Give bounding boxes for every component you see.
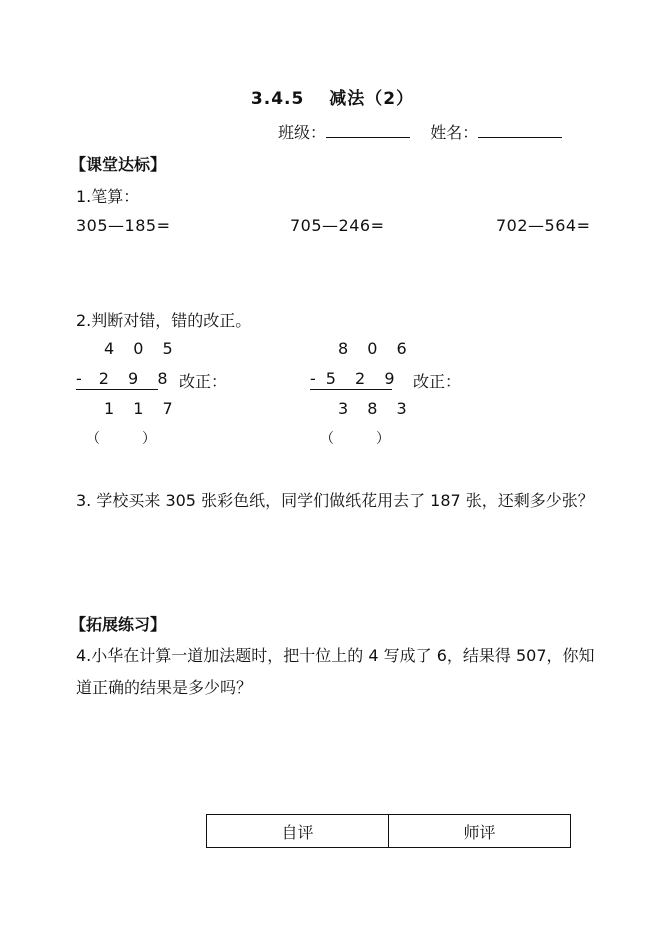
page-title: 3.4.5 减法（2） — [250, 89, 415, 109]
q1-expression-1: 305—185= — [76, 216, 171, 235]
q1-expression-3: 702—564= — [496, 216, 591, 235]
q3-text: 3. 学校买来 305 张彩色纸，同学们做纸花用去了 187 张，还剩多少张？ — [76, 491, 594, 510]
section-heading-extension: 【拓展练习】 — [70, 615, 167, 634]
q2-item2-answer-paren[interactable]: （ ） — [320, 431, 390, 447]
q2-item2-top: 8 0 6 — [338, 339, 414, 358]
q2-label: 2.判断对错，错的改正。 — [76, 311, 252, 330]
evaluation-table — [206, 814, 571, 848]
q1-label: 1.笔算： — [76, 187, 140, 206]
q2-item1-fix-label: 改正： — [179, 372, 228, 391]
q2-item2-result: 3 8 3 — [338, 399, 414, 418]
q2-item1-result: 1 1 7 — [104, 399, 180, 418]
name-label: 姓名： — [430, 123, 479, 142]
q2-item1-bottom: 2 9 8 — [98, 369, 175, 388]
self-evaluation-cell[interactable]: 自评 — [207, 815, 389, 848]
q2-item1-minus: - — [76, 369, 82, 388]
class-label: 班级： — [278, 123, 327, 142]
q2-item2-subtrahend-row — [310, 369, 402, 390]
student-info — [278, 120, 562, 143]
class-blank[interactable] — [326, 123, 410, 138]
q4-text: 4.小华在计算一道加法题时，把十位上的 4 写成了 6，结果得 507，你知道正确的结果是多少吗？ — [76, 646, 595, 697]
q2-item1-top: 4 0 5 — [104, 339, 180, 358]
q2-item2-bottom: 5 2 9 — [325, 369, 402, 388]
teacher-evaluation-cell[interactable]: 师评 — [389, 815, 571, 848]
name-blank[interactable] — [478, 123, 562, 138]
q2-item2-minus: - — [310, 369, 316, 388]
section-heading-class-practice: 【课堂达标】 — [70, 155, 167, 174]
q2-item2-fix-label: 改正： — [413, 372, 462, 391]
q2-item1-subtrahend-row — [76, 369, 175, 390]
q1-expression-2: 705—246= — [290, 216, 385, 235]
q2-item1-answer-paren[interactable]: （ ） — [86, 431, 156, 447]
